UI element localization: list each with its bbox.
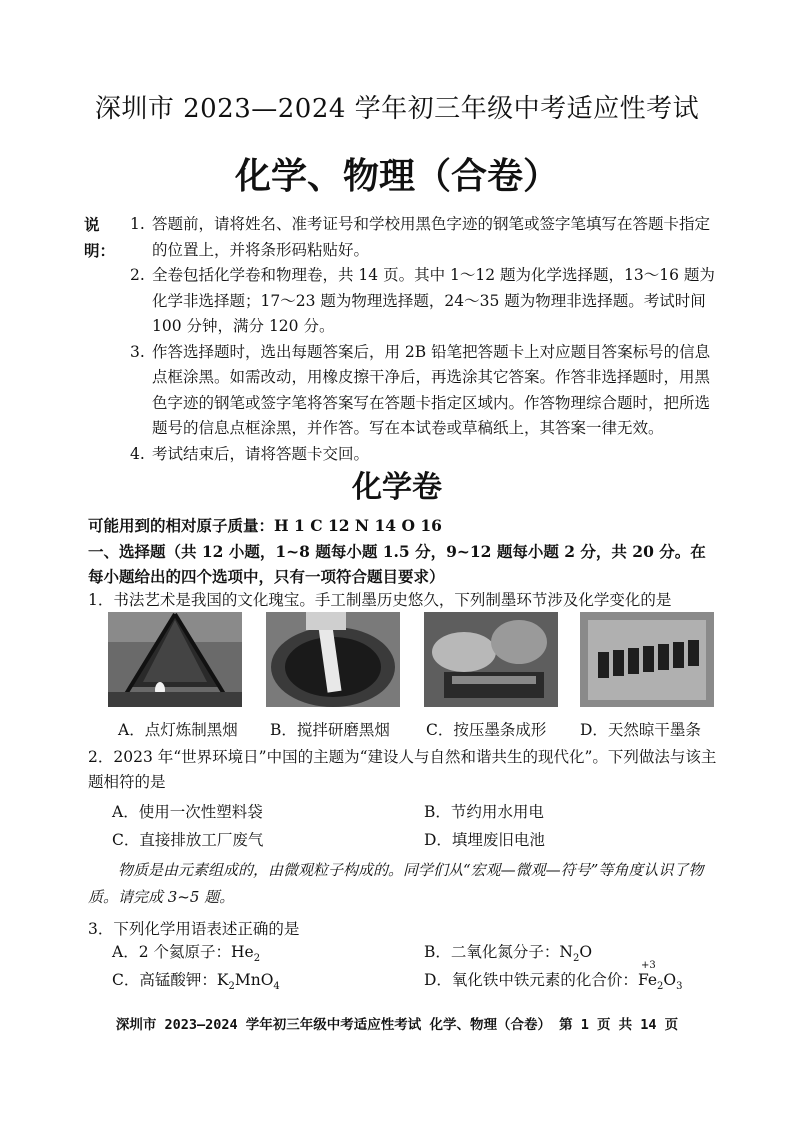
instruction-text: 答题前，请将姓名、准考证号和学校用黑色字迹的钢笔或签字笔填写在答题卡指定的位置上，并将条形码粘贴好。 xyxy=(152,215,711,259)
question-1-option-a: A．点灯炼制黑烟 xyxy=(118,721,238,739)
formula: $K_2MnO_4$ xyxy=(216,971,280,993)
multiple-choice-intro: 一、选择题（共 12 小题，1~8 题每小题 1.5 分，9~12 题每小题 2 分，共 20 分。在每小题给出的四个选项中，只有一项符合题目要求） xyxy=(88,542,706,586)
oxidation-state: +3 xyxy=(640,960,656,971)
instruction-number: 4. xyxy=(130,444,145,463)
photo-pressing-ink xyxy=(424,612,558,707)
question-2-option-a: A．使用一次性塑料袋 xyxy=(112,803,263,821)
option-label: A．2 个氦原子： xyxy=(112,943,231,961)
formula: $N_2O$ xyxy=(559,943,593,965)
instruction-text: 全卷包括化学卷和物理卷，共 14 页。其中 1～12 题为化学选择题，13～16 题为化学非选择题；17～23 题为物理选择题，24～35 题为物理非选择题。考试时间 100 分钟，满分 120 分。 xyxy=(152,266,715,335)
instructions xyxy=(84,212,724,467)
instruction-number: 1. xyxy=(130,215,145,233)
instruction-number: 2. xyxy=(130,266,145,284)
question-3-option-d xyxy=(424,960,683,993)
question-3-option-c xyxy=(112,968,280,992)
instruction-number: 3. xyxy=(130,342,145,361)
question-1-stem: 1．书法艺术是我国的文化瑰宝。手工制墨历史悠久，下列制墨环节涉及化学变化的是 xyxy=(88,591,672,609)
formula: +3 $Fe_2O_3$ xyxy=(637,960,683,993)
subject-title: 化学、物理（合卷） xyxy=(234,155,559,197)
question-3-stem: 3．下列化学用语表述正确的是 xyxy=(88,920,300,938)
option-label: D．氧化铁中铁元素的化合价： xyxy=(424,971,638,989)
question-3-option-b xyxy=(424,940,592,964)
page-footer: 深圳市 2023—2024 学年初三年级中考适应性考试 化学、物理（合卷） 第 1 页 共 14 页 xyxy=(115,1017,679,1033)
photo-lamp-smoke xyxy=(108,612,242,707)
question-2-option-d: D．填埋废旧电池 xyxy=(424,831,545,849)
option-label: B．二氧化氮分子： xyxy=(424,943,560,961)
instruction-item xyxy=(84,212,724,263)
photo-mortar-grinding xyxy=(266,612,400,707)
reading-passage: 物质是由元素组成的，由微观粒子构成的。同学们从“宏观—微观—符号”等角度认识了物质。请完成 3~5 题。 xyxy=(88,861,704,906)
question-2-stem: 2．2023 年“世界环境日”中国的主题为“建设人与自然和谐共生的现代化”。下列做法与该主题相符的是 xyxy=(88,748,717,791)
question-1-option-d: D．天然晾干墨条 xyxy=(580,721,701,739)
instruction-item xyxy=(84,340,724,442)
question-2-option-c: C．直接排放工厂废气 xyxy=(112,831,264,849)
instruction-text: 考试结束后，请将答题卡交回。 xyxy=(152,444,370,463)
question-1-option-b: B．搅拌研磨黑烟 xyxy=(270,721,390,739)
question-2-option-b: B．节约用水用电 xyxy=(424,803,544,821)
option-label: C．高锰酸钾： xyxy=(112,971,217,989)
instructions-label: 说明： xyxy=(84,215,116,260)
formula: $He_2$ xyxy=(230,943,261,965)
question-3-option-a xyxy=(112,940,260,964)
photo-drying-ink-sticks xyxy=(580,612,714,707)
question-1-option-c: C．按压墨条成形 xyxy=(426,721,547,739)
instruction-item xyxy=(84,263,724,340)
section-title: 化学卷 xyxy=(352,470,442,505)
atomic-masses: 可能用到的相对原子质量：H 1 C 12 N 14 O 16 xyxy=(88,516,442,535)
instruction-text: 作答选择题时，选出每题答案后，用 2B 铅笔把答题卡上对应题目答案标号的信息点框涂黑。如需改动，用橡皮擦干净后，再选涂其它答案。作答非选择题时，用黑色字迹的钢笔或签字笔将答案写在答题卡指定区域内。作答物理综合题时，把所选题号的信息点框涂黑，并作答。写在本试卷或草稿纸上，其答案一律无效。 xyxy=(152,342,711,437)
exam-title: 深圳市 2023—2024 学年初三年级中考适应性考试 xyxy=(94,94,700,124)
